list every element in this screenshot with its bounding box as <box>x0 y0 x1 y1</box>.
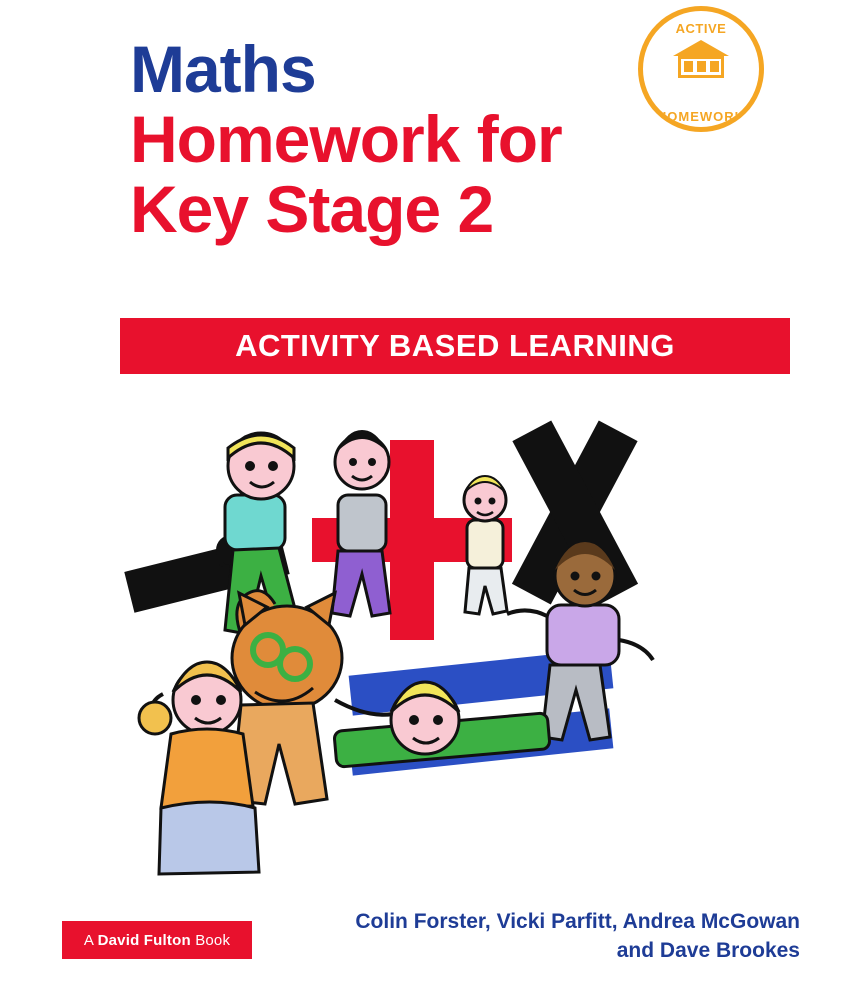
subtitle-banner <box>120 318 790 374</box>
cover-illustration <box>95 400 755 880</box>
title-line-2: Homework for <box>130 102 562 176</box>
publisher-suffix: Book <box>195 931 231 949</box>
title-line-1: Maths <box>130 32 316 106</box>
child-figure-2 <box>332 430 390 616</box>
subtitle-text: ACTIVITY BASED LEARNING <box>235 328 675 363</box>
publisher-logo <box>62 921 252 959</box>
badge-top-label: ACTIVE <box>675 21 727 36</box>
child-figure-5 <box>139 662 259 874</box>
publisher-prefix: A <box>83 931 94 949</box>
child-figure-3 <box>464 476 507 614</box>
badge-bottom-label: HOMEWORK <box>656 109 746 124</box>
page-title <box>130 34 690 244</box>
title-line-3: Key Stage 2 <box>130 172 494 246</box>
publisher-name: David Fulton <box>97 931 191 949</box>
authors-block <box>280 907 800 965</box>
authors-line-1: Colin Forster, Vicki Parfitt, Andrea McGowan <box>355 910 800 933</box>
authors-line-2: and Dave Brookes <box>616 939 800 962</box>
publisher-label <box>84 932 230 949</box>
